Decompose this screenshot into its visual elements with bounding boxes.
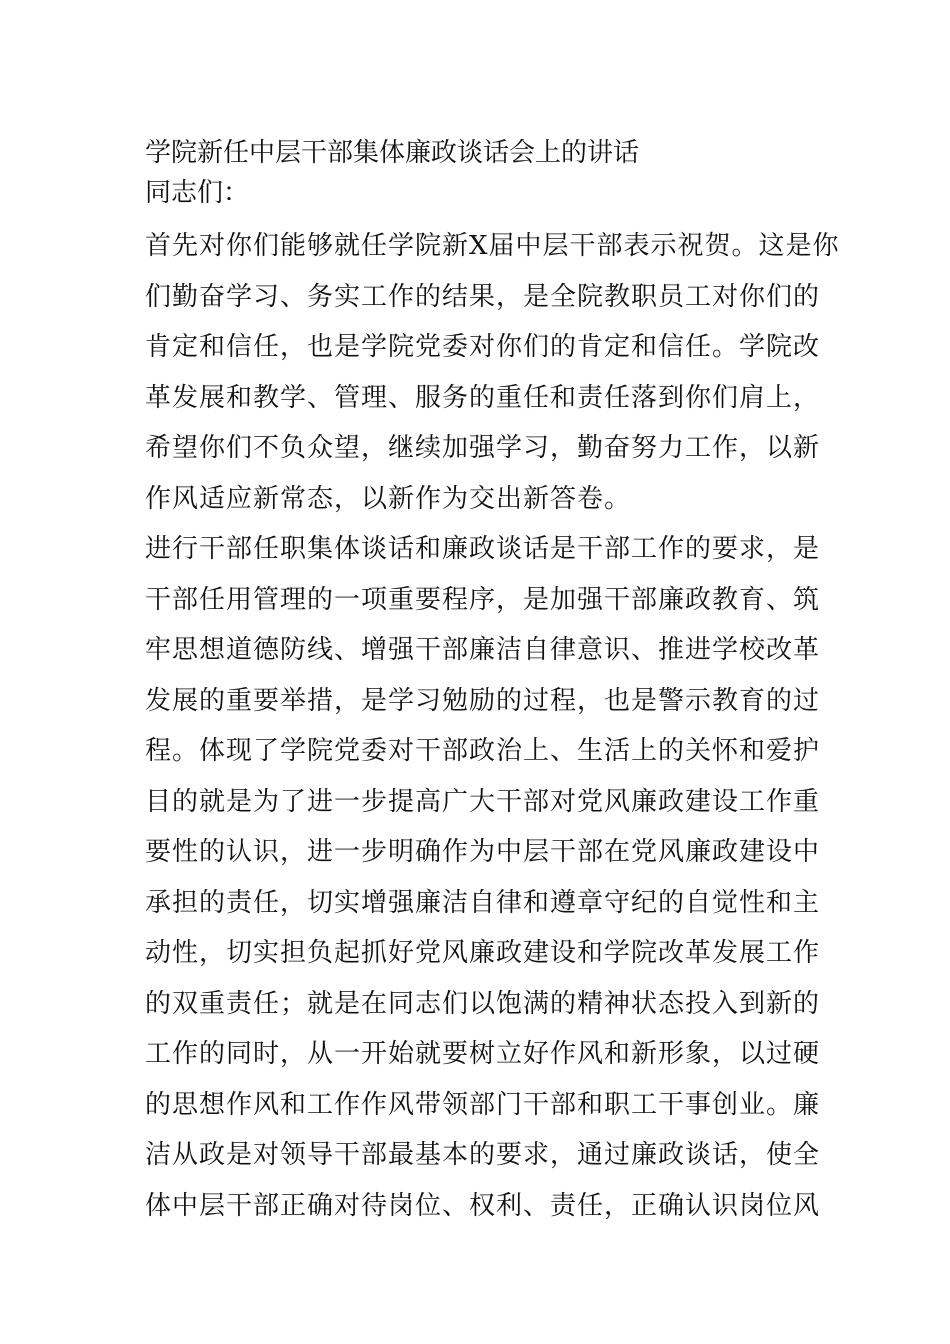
text-line: 们勤奋学习、务实工作的结果，是全院教职员工对你们的 — [145, 281, 821, 312]
text-line: 革发展和教学、管理、服务的重任和责任落到你们肩上， — [145, 382, 821, 413]
text-line: 程。体现了学院党委对干部政治上、生活上的关怀和爱护 — [145, 736, 821, 766]
text-line: 的双重责任；就是在同志们以饱满的精神状态投入到新的 — [145, 988, 821, 1019]
text-line: 肯定和信任，也是学院党委对你们的肯定和信任。学院改 — [145, 332, 821, 362]
text-line: 干部任用管理的一项重要程序，是加强干部廉政教育、筑 — [145, 584, 821, 615]
paragraph-congratulations — [145, 221, 840, 524]
text-line: 首先对你们能够就任学院新X届中层干部表示祝贺。这是你 — [145, 231, 840, 261]
text-line: 动性，切实担负起抓好党风廉政建设和学院改革发展工作 — [145, 938, 821, 968]
text-line: 承担的责任，切实增强廉洁自律和遵章守纪的自觉性和主 — [145, 887, 821, 918]
text-line: 要性的认识，进一步明确作为中层干部在党风廉政建设中 — [145, 837, 821, 867]
document-title: 学院新任中层干部集体廉政谈话会上的讲话 — [145, 138, 640, 168]
text-line: 洁从政是对领导干部最基本的要求，通过廉政谈话，使全 — [145, 1140, 821, 1170]
document-body — [145, 133, 840, 1231]
text-line: 发展的重要举措，是学习勉励的过程，也是警示教育的过 — [145, 685, 821, 716]
text-line: 牢思想道德防线、增强干部廉洁自律意识、推进学校改革 — [145, 635, 821, 665]
text-line: 工作的同时，从一开始就要树立好作风和新形象，以过硬 — [145, 1039, 821, 1069]
text-line: 目的就是为了进一步提高广大干部对党风廉政建设工作重 — [145, 786, 821, 817]
text-line: 作风适应新常态，以新作为交出新答卷。 — [145, 483, 632, 514]
text-line: 的思想作风和工作作风带领部门干部和职工干事创业。廉 — [145, 1089, 821, 1120]
paragraph-integrity-talk — [145, 524, 821, 1231]
text-line: 体中层干部正确对待岗位、权利、责任，正确认识岗位风 — [145, 1190, 821, 1221]
text-line: 希望你们不负众望，继续加强学习，勤奋努力工作，以新 — [145, 433, 821, 463]
text-line: 进行干部任职集体谈话和廉政谈话是干部工作的要求，是 — [145, 534, 821, 564]
greeting: 同志们： — [145, 178, 250, 208]
